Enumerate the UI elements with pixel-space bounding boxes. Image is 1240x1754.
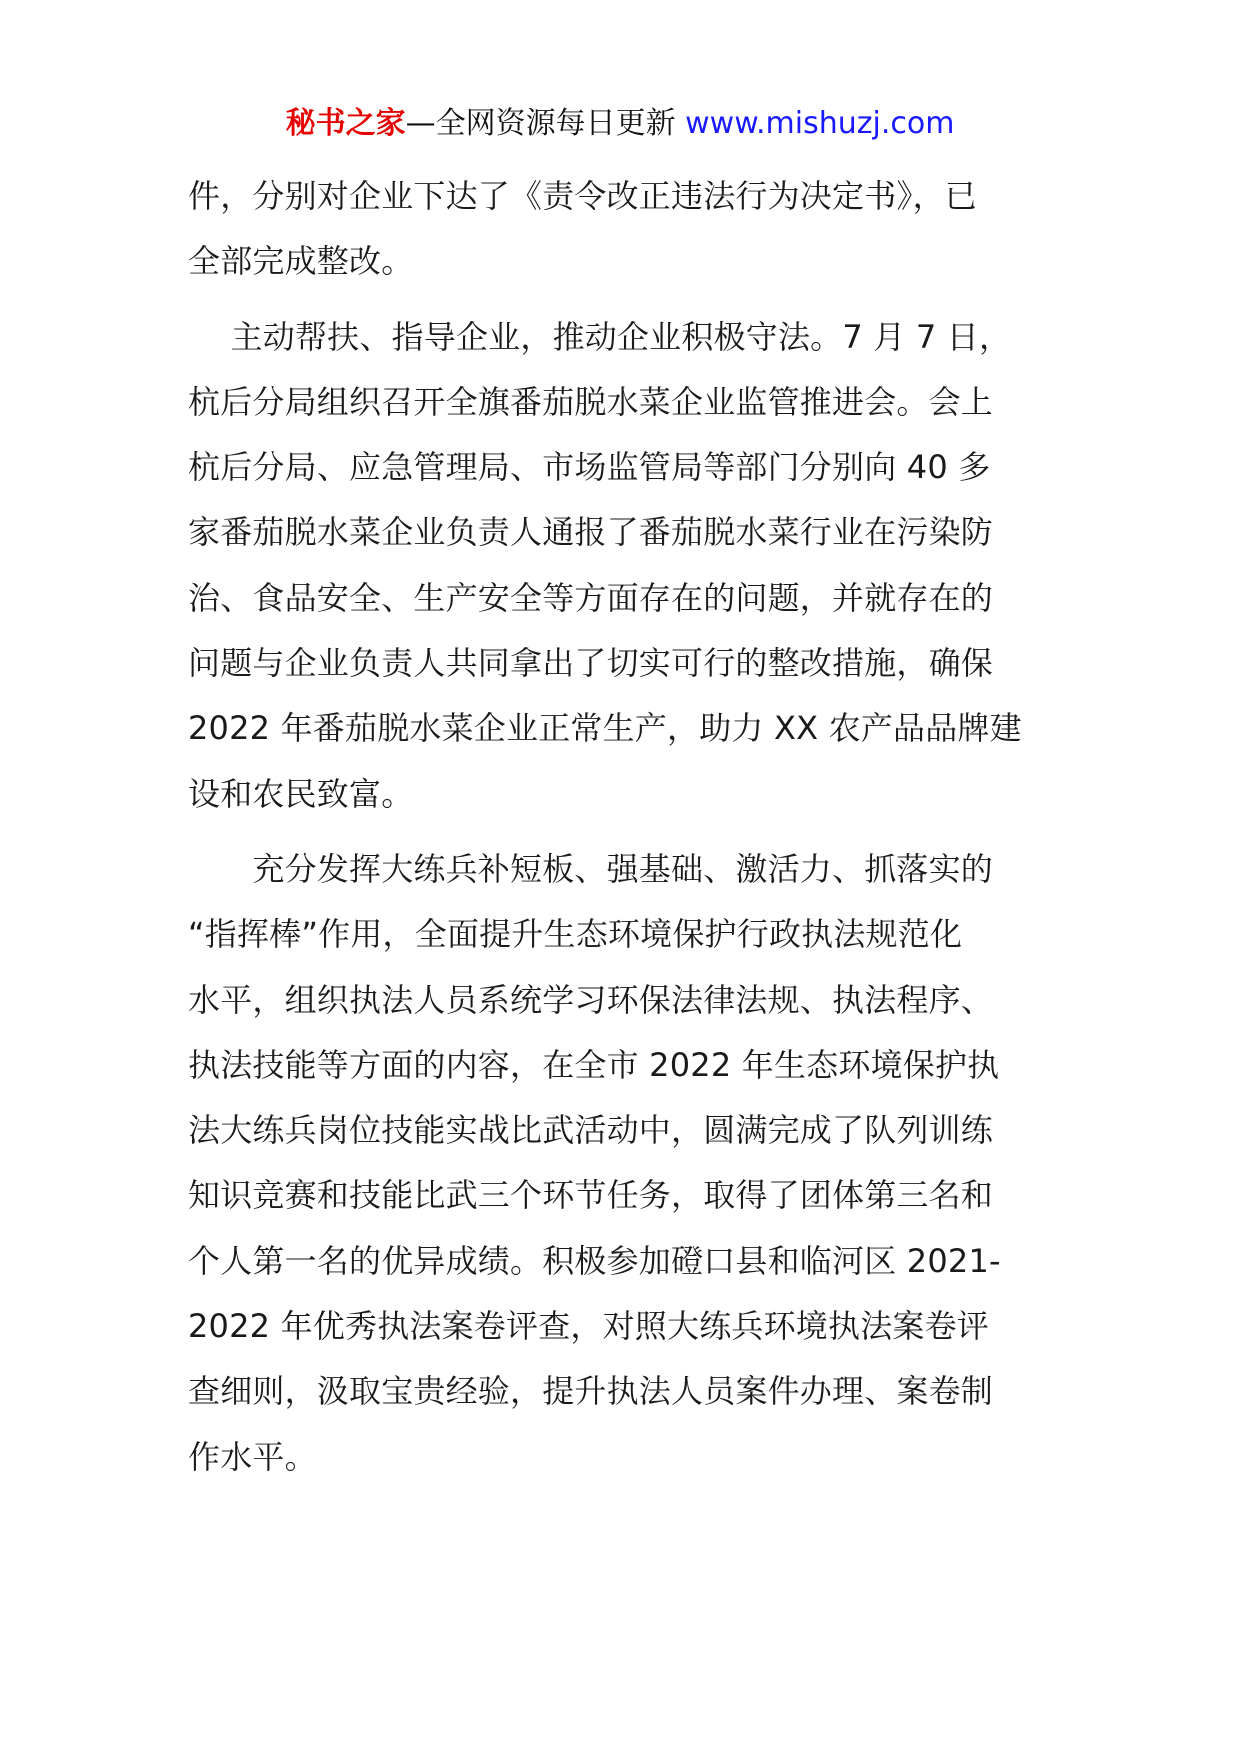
text-line: 主动帮扶、指导企业，推动企业积极守法。7 月 7 日， (188, 317, 1012, 356)
text-line: “指挥棒”作用，全面提升生态环境保护行政执法规范化 (188, 915, 963, 954)
text-line: 法大练兵岗位技能实战比武活动中，圆满完成了队列训练 (188, 1111, 994, 1150)
text-line: 执法技能等方面的内容，在全市 2022 年生态环境保护执 (188, 1045, 1000, 1084)
paragraph-3 (188, 837, 1068, 1490)
header-url-link[interactable]: www.mishuzj.com (685, 106, 955, 141)
paragraph-1 (188, 164, 1068, 295)
text-line: 作水平。 (188, 1437, 317, 1476)
brand-name: 秘书之家 (285, 106, 406, 141)
page-header (0, 102, 1240, 146)
text-line: 2022 年优秀执法案卷评查，对照大练兵环境执法案卷评 (188, 1307, 990, 1346)
text-line: 查细则，汲取宝贵经验，提升执法人员案件办理、案卷制 (188, 1372, 994, 1411)
text-line: 2022 年番茄脱水菜企业正常生产，助力 XX 农产品品牌建 (188, 709, 1022, 748)
text-line: 知识竞赛和技能比武三个环节任务，取得了团体第三名和 (188, 1176, 994, 1215)
text-line: 充分发挥大练兵补短板、强基础、激活力、抓落实的 (188, 849, 994, 888)
text-line: 设和农民致富。 (188, 774, 414, 813)
text-line: 杭后分局、应急管理局、市场监管局等部门分别向 40 多 (188, 448, 991, 487)
text-line: 杭后分局组织召开全旗番茄脱水菜企业监管推进会。会上 (188, 382, 994, 421)
text-line: 水平，组织执法人员系统学习环保法律法规、执法程序、 (188, 980, 994, 1019)
document-body (188, 164, 1068, 1490)
text-line: 家番茄脱水菜企业负责人通报了番茄脱水菜行业在污染防 (188, 513, 994, 552)
text-line: 个人第一名的优异成绩。积极参加磴口县和临河区 2021- (188, 1241, 1001, 1280)
text-line: 件，分别对企业下达了《责令改正违法行为决定书》，已 (188, 177, 978, 215)
text-line: 治、食品安全、生产安全等方面存在的问题，并就存在的 (188, 578, 994, 617)
header-tagline: —全网资源每日更新 (405, 106, 676, 141)
text-line: 全部完成整改。 (188, 242, 414, 281)
paragraph-2 (188, 305, 1068, 827)
text-line: 问题与企业负责人共同拿出了切实可行的整改措施，确保 (188, 644, 994, 683)
